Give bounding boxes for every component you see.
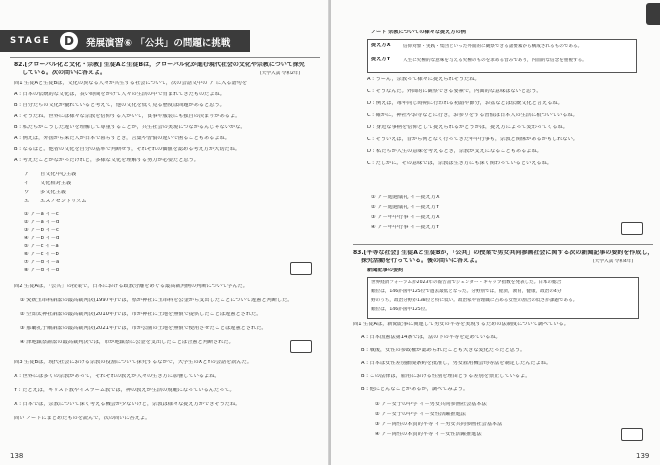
answer-choice: ⑤ ア－c イ－a <box>24 244 59 249</box>
page-number: 138 <box>10 452 24 460</box>
question-1-line: B : 他にどんなことがあるか，調べてみよう。 <box>361 387 469 392</box>
answer-choice: ④ ア－b イ－d <box>24 236 60 241</box>
answer-box[interactable] <box>621 428 643 441</box>
body-line: A : 例えば，外国から来た人が日本で暮らすとき，言葉や習慣の違いで困ることもあるよね。 <box>14 136 230 141</box>
question-1-line: B : この法律は，雇用における性別を理由とする差別を禁止しているよ。 <box>361 374 531 379</box>
answer-box[interactable] <box>290 262 312 275</box>
question-2-choice: ② 空知太神社訴訟の最高裁判決(2010年)では，市が神社に土地を無償で提供したことは違憲とされた。 <box>20 312 262 317</box>
section-tab <box>646 3 660 25</box>
question-1-line: 問1 生徒Aは，新聞記事に関連して男女の平等を実現するための法制度について調べている。 <box>353 322 569 327</box>
answer-choice: ① ア－a イ－c <box>24 212 59 217</box>
answer-choice: ② ア－a イ－d <box>24 220 60 225</box>
stage-label: STAGE <box>10 36 51 46</box>
answer-choice: ③ ア－b イ－c <box>24 228 59 233</box>
dialogue-line: C : 確かに，神社やお寺などに行き，お参りをする習慣は日本人の生活に根づいているね。 <box>367 113 578 118</box>
question-82-title: 82.[グローバル化と文化・宗教] 生徒Aと生徒Bは，グローバル化が進む現代社会の文化や宗教について探究 <box>14 62 305 68</box>
note-row-text: 人生に究極的な意味を与える究極のものを求める営みであり，内面的な信念を重視する。 <box>403 58 587 63</box>
choice-label: ア <box>24 172 30 177</box>
answer-choice: ⑦ ア－d イ－a <box>24 260 60 265</box>
dialogue-line: D : 身近な事柄を信仰として捉えられるかどうかは，捉え方によって変わってくるね。 <box>367 125 568 130</box>
body-line: 問1 生徒Aと生徒Bは，文化の異なる人々が共生する社会について，次の会話文中の ア に入る語句を <box>14 81 248 86</box>
question-3-line: Y : たとえば，キリスト教やイスラーム教では，神の教えが生活の規範になっているんだって。 <box>14 388 235 393</box>
dialogue-line: D : 例えば，毎年同じ時期に行われる初詣や節分，お盆などは伝統文化と言えるね。 <box>367 101 563 106</box>
question-2-choice: ④ 津地鎮祭訴訟の最高裁判決では，市が地鎮祭に公金を支出したことは合憲と判断された。 <box>20 340 234 345</box>
question-3-line: X : 世界には多くの宗教があって，それぞれの教えが人々の生き方に影響しているよね。 <box>14 374 220 379</box>
dialogue-line: D : 私たちが人生の意味を考えるとき，宗教が支えになることもあるよね。 <box>367 149 542 154</box>
question-1-line: A : 日本は女性差別撤廃条約を批准し，男女雇用機会均等法を制定したんだよね。 <box>361 361 552 366</box>
body-line: A : 考えたことがなかったけれど，多様な文化を理解する努力が必要だと思う。 <box>14 158 199 163</box>
choice-text: 自文化中心主義 <box>40 172 77 177</box>
answer-choice: ① ア－通過儀礼 イ－捉え方X <box>371 195 440 200</box>
article-label: 新聞記事の要約 <box>367 268 404 273</box>
answer-choice: ① ア－女子の中学 イ－男女共同参画社会基本法 <box>375 402 487 407</box>
question-82-source: [大学入試 令和2年] <box>260 71 301 76</box>
answer-choice: ② ア－通過儀礼 イ－捉え方Y <box>371 205 440 210</box>
left-page <box>0 0 329 465</box>
answer-choice: ③ ア－年中行事 イ－捉え方X <box>371 215 440 220</box>
body-line: A : 日本の伝統的な文化は，長い時間をかけて人々の生活の中で育まれてきたものだよね。 <box>14 92 225 97</box>
body-line: B : 自分たちの文化が優れていると考えて，他の文化を低く見る態度は問題があると思う。 <box>14 103 225 108</box>
answer-box[interactable] <box>621 222 643 235</box>
choice-text: 多文化主義 <box>40 190 66 195</box>
answer-choice: ⑧ ア－d イ－b <box>24 268 60 273</box>
dialogue-line: C : たしかに。その意味では，宗教は生き方にも深く関わっているといえるね。 <box>367 161 552 166</box>
page-number: 139 <box>636 452 650 460</box>
question-3-line: X : 日本では，宗教について深く考える機会が少ないけど，宗教は様々な捉え方ができそうだね。 <box>14 402 241 407</box>
question-2-choice: ① 愛媛玉串料訴訟の最高裁判決(1997年)では，県が神社に玉串料を公金から支出したことについて違憲と判断した。 <box>20 298 293 303</box>
question-2-choice: ③ 那覇孔子廟訴訟の最高裁判決(2021年)では，市が公園の土地を無償で使用させたことは違憲とされた。 <box>20 326 267 331</box>
choice-label: ウ <box>24 190 30 195</box>
dialogue-line: C : そうなんだ。外面的に観察できる要素で，内面的な意味はないと思う。 <box>367 89 542 94</box>
answer-choice: ④ ア－両性の本質的平等 イ－女性活躍推進法 <box>375 432 482 437</box>
divider <box>353 244 653 245</box>
question-83-source: [大学入試 令和4年] <box>593 259 634 264</box>
body-line: B : なるほど。他者の文化を自分の基準で判断せず，それぞれの価値を認める考え方が大切だね。 <box>14 147 241 152</box>
question-83-title-cont: 探究活動を行っている。後の問いに答えよ。 <box>361 258 482 264</box>
answer-box[interactable] <box>290 340 312 353</box>
question-3-line: 問い ノートにまとめたものを読んで，次の問いに答えよ。 <box>14 416 151 421</box>
question-83-title: 83.[平等な社会] 生徒Aと生徒Bが，「公共」の授業で男女共同参画社会に関する次の新聞記事の要約を作成し， <box>353 250 653 256</box>
divider <box>10 57 320 58</box>
stage-header-bar <box>0 30 250 52</box>
question-2-line: 問2 生徒Aは，「公共」の授業で，日本における政教分離をめぐる最高裁判例の判断について学んだ。 <box>14 284 248 289</box>
answer-choice: ③ ア－両性の本質的平等 イ－男女共同参画社会基本法 <box>375 422 503 427</box>
note-header: ノート 宗教についての様々な捉え方の例 <box>371 30 466 35</box>
note-row-label: 捉え方X <box>371 43 391 48</box>
stage-title: 発展演習⑥ 「公共」の問題に挑戦 <box>86 38 231 49</box>
dialogue-line: A : うーん，宗教って様々に捉えられそうだね。 <box>367 77 480 82</box>
question-3-line: 問3 生徒Bは，現代社会における宗教の役割について探究するなかで，大学生のXとYの会話を読んだ。 <box>14 360 253 365</box>
question-82-title-cont: している。次の問いに答えよ。 <box>22 70 107 76</box>
note-row-label: 捉え方Y <box>371 57 391 62</box>
question-1-line: A : 日本国憲法第14条では，法の下の平等を定めているね。 <box>361 335 501 340</box>
answer-choice: ⑥ ア－c イ－b <box>24 252 59 257</box>
note-row-text: 信仰対象・実践・集団といった外面的に観察できる諸要素から構成されるものである。 <box>403 44 583 49</box>
article-line: 野のうち，政治分野が138位と特に低い。政治家や管理職に占める女性の割合の低さが課題である。 <box>371 298 578 303</box>
body-line: A : そうだね。世界には様々な宗教を信仰する人がいて，食事や服装にも独自の決まりがあるよ。 <box>14 114 241 119</box>
right-page <box>331 0 660 465</box>
choice-label: エ <box>24 199 30 204</box>
stage-letter-badge: D <box>60 32 78 50</box>
article-line: 順位は，146か国中125位。 <box>371 307 430 312</box>
choice-text: 文化相対主義 <box>40 181 72 186</box>
question-1-line: B : 戦後，女性の参政権が認められたことも大きな変化だったと思う。 <box>361 348 526 353</box>
choice-text: エスノセントリズム <box>40 199 87 204</box>
dialogue-line: C : そういえば，昔から何となく行ってきた年中行事も，宗教と関係があるかもしれない。 <box>367 137 578 142</box>
answer-choice: ④ ア－年中行事 イ－捉え方Y <box>371 225 440 230</box>
choice-label: イ <box>24 181 30 186</box>
body-line: B : 私たちがこうした違いを理解して尊重することが，共生社会の実現につながるんじゃないかな。 <box>14 125 246 130</box>
article-line: 順位は，146か国中125位で過去最低となった。分野別では，経済，教育，健康，政治の4分 <box>371 289 562 294</box>
answer-choice: ② ア－女子の中学 イ－女性活躍推進法 <box>375 412 466 417</box>
article-line: 世界経済フォーラムが2023年の報告書でジェンダー・ギャップ指数を発表した。日本の総合 <box>371 280 562 285</box>
